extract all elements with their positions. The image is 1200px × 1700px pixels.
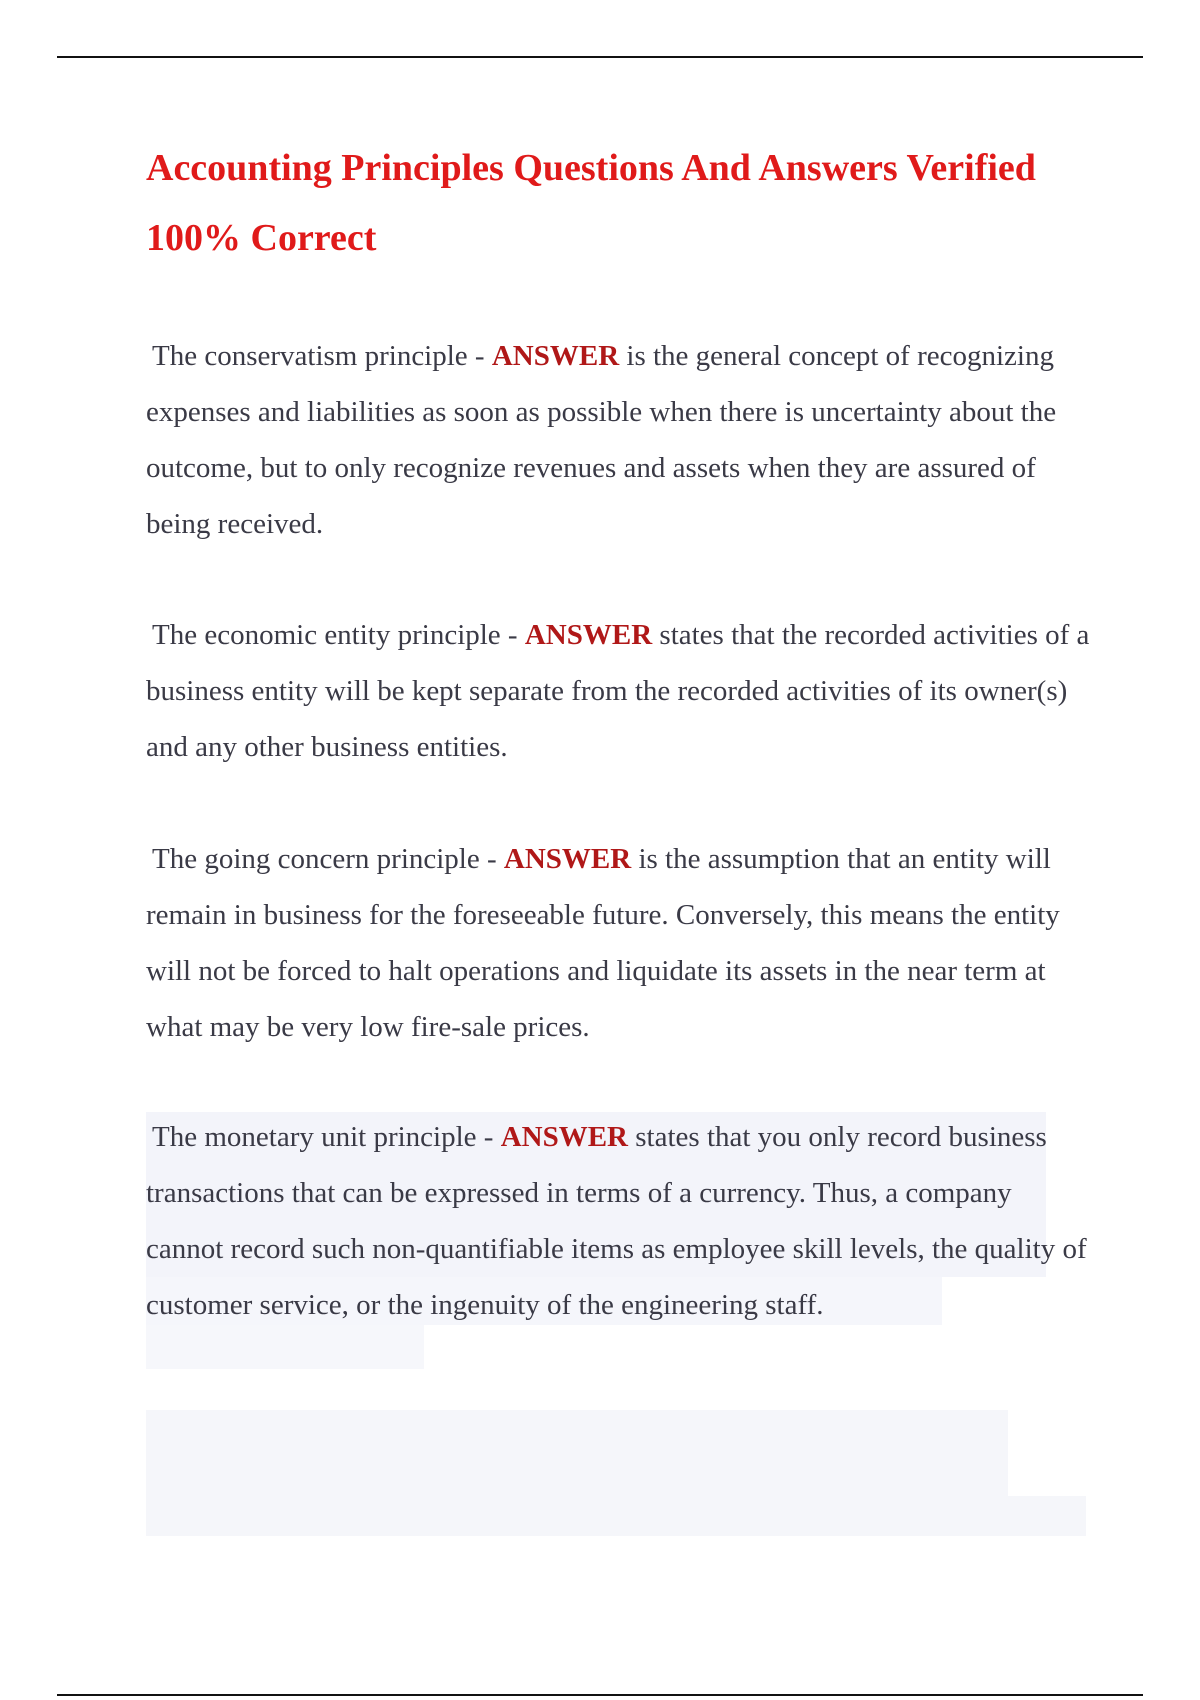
answer-label: ANSWER	[503, 843, 632, 875]
qa-term: The going concern principle -	[152, 843, 504, 875]
document-title: Accounting Principles Questions And Answers Verified 100% Correct	[146, 147, 1036, 259]
qa-term: The monetary unit principle -	[152, 1121, 501, 1153]
answer-text: is the assumption that an entity will remain in business for the foreseeable future. Conversely, this means the entity will not be forced to halt operations and liquidate its assets in the near term at what may be very low fire-sale prices.	[146, 843, 1060, 1043]
qa-item-economic-entity	[146, 607, 1096, 775]
answer-label: ANSWER	[491, 340, 620, 372]
answer-text: is the general concept of recognizing expenses and liabilities as soon as possible when there is uncertainty about the outcome, but to only recognize revenues and assets when they are assured of being received.	[146, 340, 1057, 540]
qa-item-monetary-unit	[146, 1109, 1096, 1333]
top-rule	[57, 56, 1143, 58]
answer-text: states that you only record business transactions that can be expressed in terms of a currency. Thus, a company cannot record such non-quantifiable items as employee skill levels, the quality of customer service, or the ingenuity of the engineering staff.	[146, 1121, 1087, 1321]
answer-label: ANSWER	[524, 619, 653, 651]
blurred-block	[146, 1496, 1086, 1536]
bottom-rule	[57, 1694, 1143, 1696]
blurred-block	[146, 1410, 1008, 1496]
qa-item-conservatism	[146, 328, 1096, 552]
qa-item-going-concern	[146, 831, 1096, 1055]
qa-term: The conservatism principle -	[152, 340, 492, 372]
answer-text: states that the recorded activities of a business entity will be kept separate from the recorded activities of its owner(s) and any other business entities.	[146, 619, 1090, 763]
answer-label: ANSWER	[500, 1121, 629, 1153]
qa-term: The economic entity principle -	[152, 619, 525, 651]
